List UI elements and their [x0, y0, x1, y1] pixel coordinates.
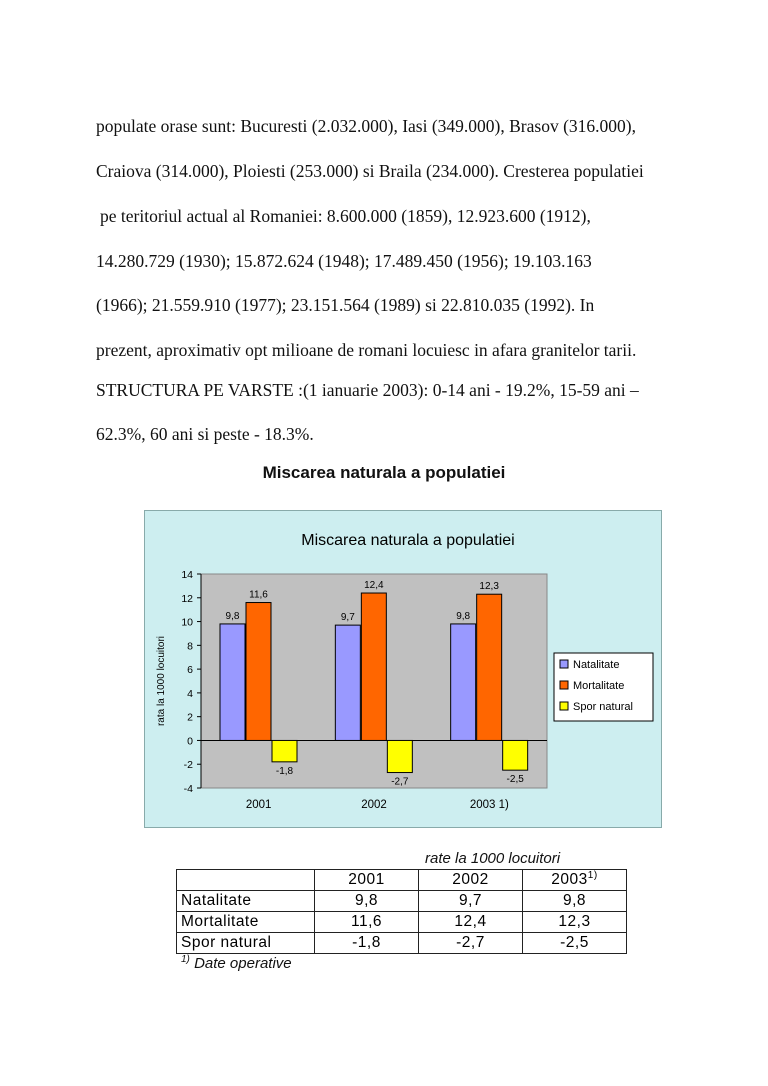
paragraph-line: STRUCTURA PE VARSTE :(1 ianuarie 2003): 0-14 ani - 19.2%, 15-59 ani – — [96, 380, 639, 400]
legend-swatch — [560, 681, 568, 689]
bar-mortalitate — [361, 593, 386, 740]
y-tick-label: 4 — [187, 687, 193, 700]
chart-svg — [144, 510, 662, 828]
bar-natalitate — [335, 625, 360, 740]
x-tick-label: 2003 1) — [469, 799, 509, 811]
legend-label: Natalitate — [573, 659, 620, 671]
bar-natalitate — [451, 624, 476, 741]
table-cell: 12,3 — [523, 912, 627, 933]
data-label: -2,7 — [391, 776, 409, 788]
y-tick-label: 0 — [187, 735, 193, 748]
chart-title: Miscarea naturala a populatiei — [301, 532, 515, 549]
paragraph-line: 14.280.729 (1930); 15.872.624 (1948); 17.489.450 (1956); 19.103.163 — [96, 251, 592, 271]
footnote — [181, 954, 292, 972]
table-cell: -2,7 — [419, 933, 523, 954]
data-label: 11,6 — [249, 589, 268, 601]
data-label: 9,8 — [456, 610, 471, 622]
x-tick-label: 2001 — [245, 799, 272, 811]
table-cell: 11,6 — [315, 912, 419, 933]
legend-label: Mortalitate — [573, 680, 625, 692]
footnote-text: Date operative — [194, 955, 292, 972]
bar-spor-natural — [272, 740, 297, 761]
table-cell: -2,5 — [523, 933, 627, 954]
paragraph-line: 62.3%, 60 ani si peste - 18.3%. — [96, 424, 314, 444]
table-column-header-text: 2003 — [551, 871, 588, 889]
table-row-label: Mortalitate — [177, 912, 315, 933]
bar-spor-natural — [503, 740, 528, 770]
y-tick-label: 12 — [181, 592, 193, 605]
y-tick-label: 8 — [187, 640, 193, 653]
table-cell: 12,4 — [419, 912, 523, 933]
bar-spor-natural — [387, 740, 412, 772]
y-tick-label: 14 — [181, 569, 193, 581]
paragraph-line: Craiova (314.000), Ploiesti (253.000) si Braila (234.000). Cresterea populatiei — [96, 161, 644, 181]
paragraph-line: (1966); 21.559.910 (1977); 23.151.564 (1989) si 22.810.035 (1992). In — [96, 295, 595, 315]
table-row — [177, 912, 627, 933]
bar-natalitate — [220, 624, 245, 741]
paragraph-line: prezent, aproximativ opt milioane de romani locuiesc in afara granitelor tarii. — [96, 340, 637, 360]
data-label: 12,4 — [364, 580, 384, 592]
y-tick-label: 10 — [181, 616, 193, 629]
table-header-row — [177, 870, 627, 891]
table-unit-caption: rate la 1000 locuitori — [425, 850, 561, 867]
bar-mortalitate — [477, 594, 502, 740]
paragraph-line: pe teritoriul actual al Romaniei: 8.600.000 (1859), 12.923.600 (1912), — [100, 206, 591, 226]
legend-swatch — [560, 660, 568, 668]
x-tick-label: 2002 — [361, 799, 387, 811]
chart — [144, 510, 662, 828]
y-tick-label: 2 — [187, 711, 193, 724]
table-row-label: Spor natural — [177, 933, 315, 954]
table-cell: 9,7 — [419, 891, 523, 912]
y-tick-label: -4 — [183, 783, 193, 795]
bar-mortalitate — [246, 603, 271, 741]
data-label: 9,8 — [225, 610, 240, 622]
legend-label: Spor natural — [573, 701, 633, 713]
table-row — [177, 891, 627, 912]
y-tick-label: 6 — [187, 664, 193, 677]
footnote-marker: 1) — [181, 954, 190, 965]
data-label: 9,7 — [340, 612, 355, 624]
table-corner-cell — [177, 870, 315, 891]
data-table — [176, 869, 627, 954]
legend-swatch — [560, 702, 568, 710]
table-column-header: 2001 — [315, 870, 419, 891]
data-label: 12,3 — [479, 581, 499, 593]
paragraph-line: populate orase sunt: Bucuresti (2.032.000), Iasi (349.000), Brasov (316.000), — [96, 116, 636, 136]
figure-title: Miscarea naturala a populatiei — [262, 463, 506, 482]
y-tick-label: -2 — [183, 759, 193, 772]
data-label: -2,5 — [506, 774, 524, 786]
table-row-label: Natalitate — [177, 891, 315, 912]
table-cell: -1,8 — [315, 933, 419, 954]
table-column-header — [523, 870, 627, 891]
table-cell: 9,8 — [315, 891, 419, 912]
data-label: -1,8 — [275, 765, 294, 777]
table-cell: 9,8 — [523, 891, 627, 912]
table-footnote-marker: 1) — [587, 870, 598, 882]
y-axis-label: rata la 1000 locuitori — [156, 635, 167, 727]
table-column-header: 2002 — [419, 870, 523, 891]
table-row — [177, 933, 627, 954]
